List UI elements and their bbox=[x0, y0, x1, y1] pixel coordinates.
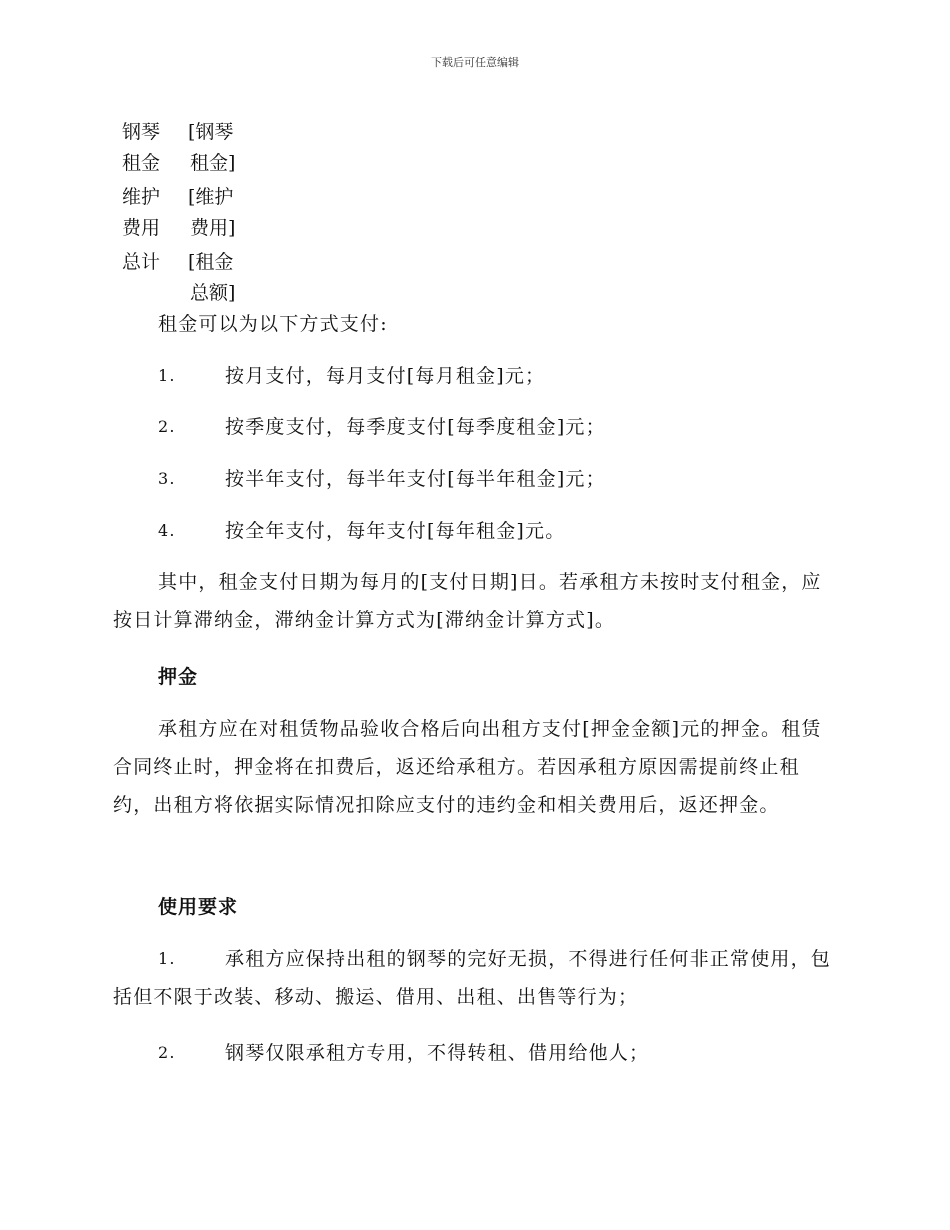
list-text: 承租方应保持出租的钢琴的完好无损，不得进行任何非正常使用，包括但不限于改装、移动、搬运、借用、出租、出售等行为； bbox=[113, 948, 832, 1008]
list-number: 4. bbox=[158, 521, 176, 540]
payment-option-semiannual bbox=[113, 460, 838, 498]
deposit-heading: 押金 bbox=[158, 666, 199, 688]
fee-value: [维护 费用] bbox=[188, 186, 236, 239]
payment-option-annual bbox=[113, 512, 838, 550]
list-number: 1. bbox=[158, 366, 176, 385]
list-number: 1. bbox=[158, 949, 176, 968]
list-number: 3. bbox=[158, 469, 176, 488]
list-text: 钢琴仅限承租方专用，不得转租、借用给他人； bbox=[225, 1042, 650, 1064]
list-text: 按全年支付，每年支付[每年租金]元。 bbox=[225, 520, 566, 542]
usage-item-2 bbox=[113, 1034, 838, 1072]
list-text: 按半年支付，每半年支付[每半年租金]元； bbox=[225, 468, 606, 490]
fee-row-piano-rent bbox=[122, 117, 248, 179]
list-number: 2. bbox=[158, 1043, 176, 1062]
payment-option-quarterly bbox=[113, 408, 838, 446]
deposit-text: 承租方应在对租赁物品验收合格后向出租方支付[押金金额]元的押金。租赁合同终止时，押金将在扣费后，返还给承租方。若因承租方原因需提前终止租约，出租方将依据实际情况扣除应支付的违约金和相关费用后，返还押金。 bbox=[113, 718, 822, 816]
fee-row-total bbox=[122, 247, 248, 309]
fee-value: [租金 总额] bbox=[188, 251, 236, 304]
list-number: 2. bbox=[158, 417, 176, 436]
fee-value: [钢琴 租金] bbox=[188, 121, 236, 174]
fee-label: 维护 费用 bbox=[122, 186, 161, 239]
list-text: 按月支付，每月支付[每月租金]元； bbox=[225, 365, 546, 387]
fee-row-maintenance bbox=[122, 182, 248, 244]
payment-intro: 租金可以为以下方式支付: bbox=[158, 313, 388, 335]
usage-heading: 使用要求 bbox=[158, 896, 239, 918]
payment-option-monthly bbox=[113, 357, 838, 395]
payment-note: 其中，租金支付日期为每月的[支付日期]日。若承租方未按时支付租金，应按日计算滞纳金，滞纳金计算方式为[滞纳金计算方式]。 bbox=[113, 571, 822, 631]
fee-table bbox=[122, 117, 248, 312]
fee-label: 钢琴 租金 bbox=[122, 121, 161, 174]
page-header: 下载后可任意编辑 bbox=[431, 56, 519, 69]
fee-label: 总计 bbox=[122, 251, 161, 273]
list-text: 按季度支付，每季度支付[每季度租金]元； bbox=[225, 416, 606, 438]
usage-item-1 bbox=[113, 940, 838, 1016]
